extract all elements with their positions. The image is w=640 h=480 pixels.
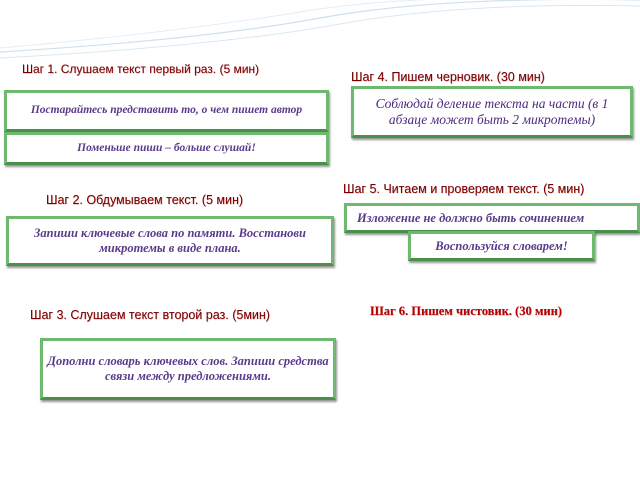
step1-title: Шаг 1. Слушаем текст первый раз. (5 мин) — [22, 62, 260, 76]
step3-title: Шаг 3. Слушаем текст второй раз. (5мин) — [30, 308, 270, 322]
step1-tip-listen: Поменьше пиши – больше слушай! — [4, 132, 329, 165]
step5-title: Шаг 5. Читаем и проверяем текст. (5 мин) — [343, 182, 585, 196]
step3-tip-dictionary: Дополни словарь ключевых слов. Запиши средства связи между предложениями. — [40, 338, 336, 400]
step2-title: Шаг 2. Обдумываем текст. (5 мин) — [46, 193, 244, 207]
step2-tip-keywords: Запиши ключевые слова по памяти. Восстанови микротемы в виде плана. — [6, 216, 334, 266]
step4-tip-paragraphs: Соблюдай деление текста на части (в 1 абзаце может быть 2 микротемы) — [351, 86, 633, 138]
step1-tip-imagine: Постарайтесь представить то, о чем пишет автор — [4, 90, 329, 132]
step5-tip-dictionary: Воспользуйся словарем! — [408, 231, 595, 261]
step5-tip-not-essay: Изложение не должно быть сочинением — [344, 203, 640, 233]
step4-title: Шаг 4. Пишем черновик. (30 мин) — [351, 70, 545, 84]
step6-title: Шаг 6. Пишем чистовик. (30 мин) — [370, 304, 562, 318]
